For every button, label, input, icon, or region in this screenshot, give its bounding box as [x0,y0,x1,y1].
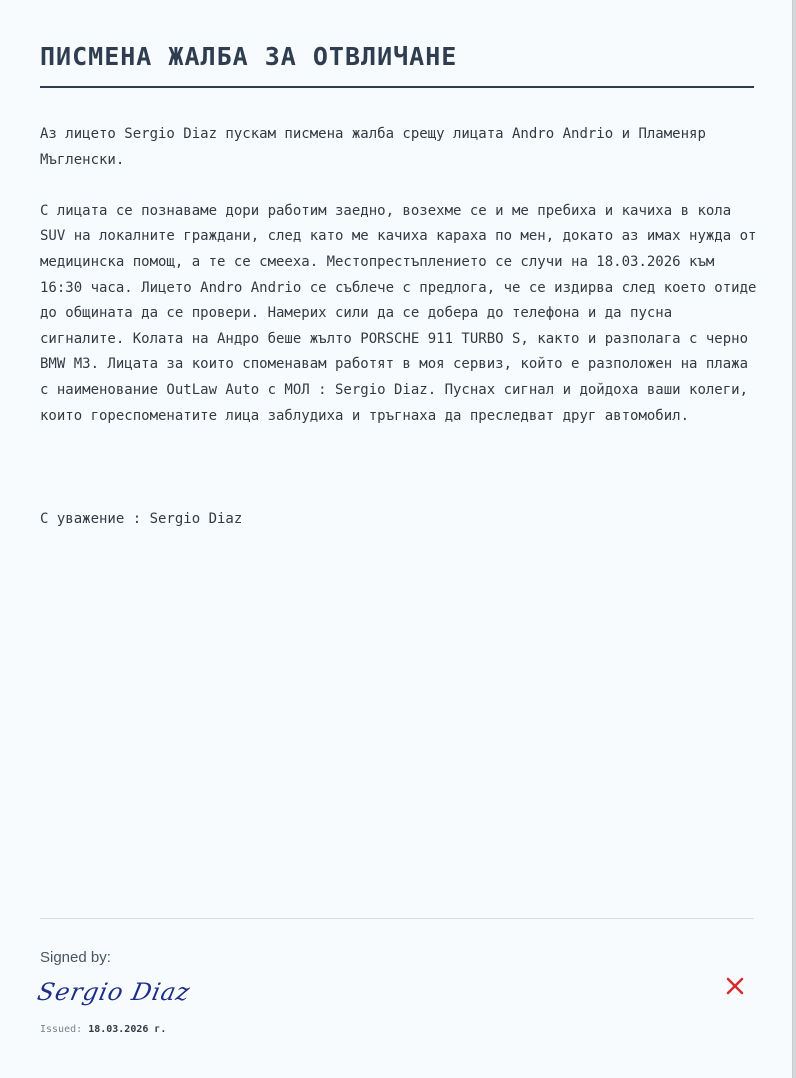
closing-line: С уважение : Sergio Diaz [40,511,243,527]
body-paragraph-2: С лицата се познаваме дори работим заедно, возехме се и ме пребиха и качиха в кола SUV на локалните граждани, след като ме качиха караха по мен, докато аз имах нужда от медицинска помощ, а те се смееха. Местопрестъплението се случи на 18.03.2026 към 16:30 часа. Лицето Andro Andrio се съблече с предлога, че се издирва след което отиде до общината да се провери. Намерих сили да се добера до телефона и да пусна сигналите. Колата на Андро беше жълто PORSCHE 911 TURBO S, както и разполага с черно BMW M3. Лицата за които споменавам работят в моя сервиз, който е разположен на плажа с наименование OutLaw Auto с МОЛ : Sergio Diaz. Пуснах сигнал и дойдоха ваши колеги, които гореспоменатите лица заблудиха и тръгнаха да преследват друг автомобил. [40,202,757,424]
document-body [40,122,760,455]
issued-date: 18.03.2026 г. [88,1024,167,1035]
document-title: ПИСМЕНА ЖАЛБА ЗА ОТВЛИЧАНЕ [40,42,458,71]
issued-label: Issued: [40,1024,83,1035]
close-button[interactable] [722,973,748,999]
signed-by-label: Signed by: [40,949,111,966]
footer-divider [40,918,754,919]
issued-line [40,1024,166,1035]
title-divider [40,86,754,88]
handwritten-signature: Sergio Diaz [35,978,194,1006]
body-paragraph-1: Аз лицето Sergio Diaz пускам писмена жалба срещу лицата Andro Andrio и Пламеняр Мъгленски. [40,126,706,168]
close-icon [722,973,748,999]
